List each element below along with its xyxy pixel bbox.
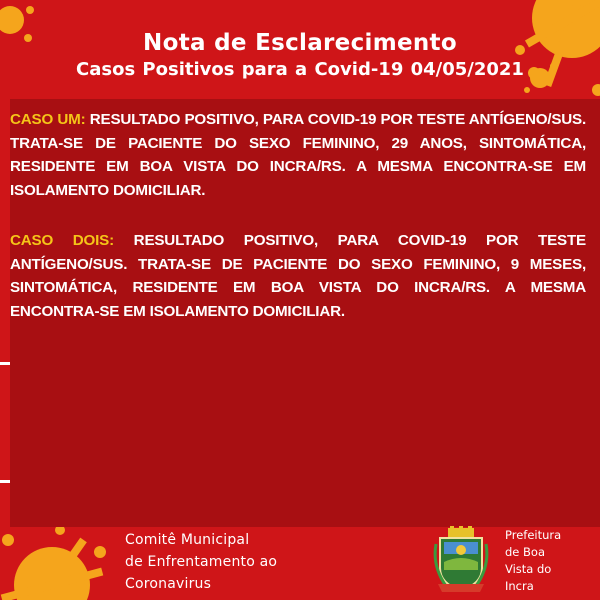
- case-label: CASO UM:: [10, 111, 86, 128]
- prefeitura-name: [505, 527, 561, 595]
- case-text: RESULTADO POSITIVO, PARA COVID-19 POR TESTE ANTÍGENO/SUS. TRATA-SE DE PACIENTE DO SEXO FEMININO, 9 MESES, SINTOMÁTICA, RESIDENTE EM BOA VISTA DO INCRA/RS. A MESMA ENCONTRA-SE EM ISOLAMENTO DOMICILIAR.: [10, 232, 586, 320]
- divider: [0, 362, 10, 365]
- divider: [0, 480, 10, 483]
- prefeitura-line: Prefeitura: [505, 528, 562, 542]
- case-two: [10, 229, 586, 323]
- prefeitura-line: Vista do: [505, 562, 552, 576]
- page-title: Nota de Esclarecimento: [143, 30, 457, 56]
- case-one: [10, 108, 586, 202]
- page-subtitle: Casos Positivos para a Covid-19 04/05/2021: [76, 59, 524, 80]
- case-text: RESULTADO POSITIVO, PARA COVID-19 POR TESTE ANTÍGENO/SUS. TRATA-SE DE PACIENTE DO SEXO FEMININO, 29 ANOS, SINTOMÁTICA, RESIDENTE EM BOA VISTA DO INCRA/RS. A MESMA ENCONTRA-SE EM ISOLAMENTO DOMICILIAR.: [10, 111, 586, 199]
- committee-name: [125, 529, 277, 595]
- prefeitura-line: de Boa: [505, 545, 546, 559]
- case-label: CASO DOIS:: [10, 232, 114, 249]
- committee-line: Coronavirus: [125, 576, 212, 592]
- header: [0, 30, 600, 80]
- committee-line: Comitê Municipal: [125, 532, 250, 548]
- prefeitura-line: Incra: [505, 579, 534, 593]
- municipal-crest-icon: [432, 526, 490, 594]
- committee-line: de Enfrentamento ao: [125, 554, 278, 570]
